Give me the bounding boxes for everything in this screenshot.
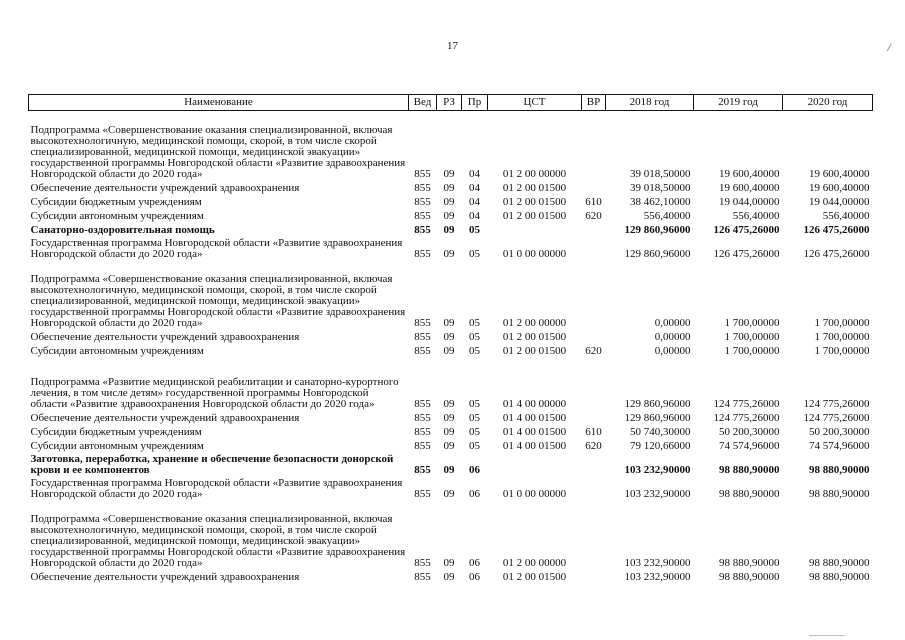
cell-2018: 129 860,96000	[624, 248, 691, 260]
cell-name: Подпрограмма «Совершенствование оказания специализированной, включая высокотехнологичную, медицинской помощи, скорой, в том числе скорой специализированной, медицинской помощи, медицинской эвакуации» государственной программы Новгородской области «Развитие здравоохранения Новгородской области до 2020 года»	[30, 513, 406, 569]
cell-vr: 620	[585, 345, 602, 357]
cell-ved: 855	[414, 196, 431, 208]
cell-2020: 19 600,40000	[809, 168, 870, 180]
cell-2020: 1 700,00000	[814, 331, 870, 343]
cell-pr: 05	[469, 426, 480, 438]
cell-name: Подпрограмма «Развитие медицинской реабилитации и санаторно-курортного лечения, в том числе детям» государственной программы Новгородской области «Развитие здравоохранения Новгородской области до 2020 года»	[30, 376, 399, 410]
cell-2019: 98 880,90000	[719, 557, 780, 569]
cell-cst: 01 0 00 00000	[502, 248, 567, 260]
cell-cst: 01 2 00 01500	[502, 210, 567, 222]
col-header-cst: ЦСТ	[488, 95, 582, 111]
scan-edge-mark	[809, 635, 845, 636]
cell-pr: 04	[469, 210, 480, 222]
cell-pr: 05	[469, 317, 480, 329]
cell-2018: 79 120,66000	[630, 440, 691, 452]
cell-2019: 74 574,96000	[719, 440, 780, 452]
cell-2020: 124 775,26000	[803, 412, 870, 424]
cell-2018: 39 018,50000	[630, 182, 691, 194]
cell-rz: 09	[443, 331, 455, 343]
cell-rz: 09	[443, 488, 455, 500]
cell-2018: 38 462,10000	[630, 196, 691, 208]
table-row	[29, 236, 873, 260]
cell-cst: 01 2 00 01500	[502, 331, 567, 343]
cell-name: Санаторно-оздоровительная помощь	[30, 224, 215, 236]
cell-cst: 01 2 00 00000	[502, 557, 567, 569]
cell-2019: 126 475,26000	[713, 248, 780, 260]
table-row	[29, 329, 873, 343]
cell-rz: 09	[443, 210, 455, 222]
cell-2018: 39 018,50000	[630, 168, 691, 180]
cell-2019: 556,40000	[732, 210, 780, 222]
cell-vr: 610	[585, 426, 602, 438]
table-row	[29, 260, 873, 329]
cell-name: Субсидии автономным учреждениям	[30, 440, 204, 452]
cell-ved: 855	[414, 331, 431, 343]
cell-2018: 103 232,90000	[624, 464, 691, 476]
cell-ved: 855	[414, 440, 431, 452]
cell-2020: 19 600,40000	[809, 182, 870, 194]
cell-ved: 855	[414, 426, 431, 438]
cell-2019: 98 880,90000	[719, 571, 780, 583]
cell-ved: 855	[414, 210, 431, 222]
cell-2020: 1 700,00000	[814, 345, 870, 357]
cell-rz: 09	[443, 168, 455, 180]
cell-vr	[582, 500, 606, 569]
cell-rz: 09	[443, 426, 455, 438]
cell-2020: 98 880,90000	[809, 464, 870, 476]
cell-cst: 01 4 00 00000	[502, 398, 567, 410]
cell-ved: 855	[414, 557, 431, 569]
cell-name: Обеспечение деятельности учреждений здравоохранения	[30, 412, 300, 424]
cell-cst: 01 2 00 00000	[502, 317, 567, 329]
table-row	[29, 194, 873, 208]
cell-pr: 04	[469, 168, 480, 180]
cell-2020: 126 475,26000	[803, 248, 870, 260]
cell-cst: 01 4 00 01500	[502, 440, 567, 452]
cell-cst: 01 0 00 00000	[502, 488, 567, 500]
cell-2020: 50 200,30000	[809, 426, 870, 438]
cell-vr	[582, 357, 606, 410]
cell-ved: 855	[414, 464, 431, 476]
cell-2019: 19 600,40000	[719, 168, 780, 180]
cell-2019: 1 700,00000	[724, 345, 780, 357]
cell-vr	[582, 569, 606, 583]
cell-name: Подпрограмма «Совершенствование оказания специализированной, включая высокотехнологичную, медицинской помощи, скорой, в том числе скорой специализированной, медицинской помощи, медицинской эвакуации» государственной программы Новгородской области «Развитие здравоохранения Новгородской области до 2020 года»	[30, 273, 406, 329]
cell-pr: 06	[469, 557, 480, 569]
table-row	[29, 476, 873, 500]
col-header-pr: Пр	[462, 95, 488, 111]
cell-2020: 98 880,90000	[809, 571, 870, 583]
table-row	[29, 222, 873, 236]
table-row	[29, 111, 873, 181]
cell-2019: 1 700,00000	[724, 317, 780, 329]
cell-name: Обеспечение деятельности учреждений здравоохранения	[30, 331, 300, 343]
col-header-2019: 2019 год	[694, 95, 783, 111]
cell-pr: 04	[469, 182, 480, 194]
cell-pr: 06	[469, 488, 480, 500]
cell-2018: 0,00000	[654, 331, 691, 343]
cell-pr: 06	[469, 464, 480, 476]
cell-pr: 05	[469, 331, 480, 343]
cell-2018: 556,40000	[643, 210, 691, 222]
cell-vr: 610	[585, 196, 602, 208]
cell-ved: 855	[414, 398, 431, 410]
cell-2019: 98 880,90000	[719, 488, 780, 500]
cell-2019: 50 200,30000	[719, 426, 780, 438]
cell-2020: 126 475,26000	[803, 224, 870, 236]
cell-2020: 98 880,90000	[809, 488, 870, 500]
cell-vr	[582, 476, 606, 500]
col-header-vr: ВР	[582, 95, 606, 111]
cell-pr: 05	[469, 345, 480, 357]
cell-2020: 19 044,00000	[809, 196, 870, 208]
cell-vr	[582, 410, 606, 424]
cell-2019: 19 044,00000	[719, 196, 780, 208]
cell-pr: 04	[469, 196, 480, 208]
cell-ved: 855	[414, 224, 431, 236]
cell-pr: 05	[469, 224, 480, 236]
cell-name: Государственная программа Новгородской области «Развитие здравоохранения Новгородской области до 2020 года»	[30, 477, 403, 500]
cell-vr: 620	[585, 210, 602, 222]
cell-vr	[582, 329, 606, 343]
cell-2019: 1 700,00000	[724, 331, 780, 343]
table-row	[29, 569, 873, 583]
cell-rz: 09	[443, 440, 455, 452]
cell-cst: 01 4 00 01500	[502, 426, 567, 438]
cell-cst: 01 2 00 01500	[502, 571, 567, 583]
cell-2019: 19 600,40000	[719, 182, 780, 194]
cell-2020: 1 700,00000	[814, 317, 870, 329]
table-row	[29, 410, 873, 424]
cell-2018: 103 232,90000	[624, 557, 691, 569]
cell-vr: 620	[585, 440, 602, 452]
cell-2018: 129 860,96000	[624, 224, 691, 236]
cell-2018: 50 740,30000	[630, 426, 691, 438]
cell-ved: 855	[414, 488, 431, 500]
cell-ved: 855	[414, 168, 431, 180]
cell-2019: 98 880,90000	[719, 464, 780, 476]
cell-cst	[488, 222, 582, 236]
cell-cst	[488, 452, 582, 476]
cell-ved: 855	[414, 248, 431, 260]
cell-2019: 124 775,26000	[713, 412, 780, 424]
cell-2018: 0,00000	[654, 317, 691, 329]
cell-rz: 09	[443, 182, 455, 194]
cell-cst: 01 4 00 01500	[502, 412, 567, 424]
table-row	[29, 357, 873, 410]
cell-2020: 556,40000	[822, 210, 870, 222]
cell-cst: 01 2 00 00000	[502, 168, 567, 180]
cell-2018: 103 232,90000	[624, 571, 691, 583]
col-header-2020: 2020 год	[783, 95, 873, 111]
table-header-row	[29, 95, 873, 111]
cell-pr: 06	[469, 571, 480, 583]
cell-name: Субсидии бюджетным учреждениям	[30, 426, 202, 438]
cell-name: Обеспечение деятельности учреждений здравоохранения	[30, 182, 300, 194]
col-header-rz: РЗ	[437, 95, 462, 111]
table-row	[29, 180, 873, 194]
cell-rz: 09	[443, 398, 455, 410]
cell-2018: 0,00000	[654, 345, 691, 357]
cell-2019: 126 475,26000	[713, 224, 780, 236]
cell-ved: 855	[414, 571, 431, 583]
cell-rz: 09	[443, 248, 455, 260]
cell-cst: 01 2 00 01500	[502, 182, 567, 194]
cell-ved: 855	[414, 182, 431, 194]
cell-2020: 98 880,90000	[809, 557, 870, 569]
cell-2018: 129 860,96000	[624, 412, 691, 424]
cell-pr: 05	[469, 412, 480, 424]
cell-vr	[582, 222, 606, 236]
cell-2019: 124 775,26000	[713, 398, 780, 410]
cell-rz: 09	[443, 196, 455, 208]
cell-name: Субсидии бюджетным учреждениям	[30, 196, 202, 208]
cell-name: Субсидии автономным учреждениям	[30, 210, 204, 222]
cell-vr	[582, 260, 606, 329]
cell-rz: 09	[443, 317, 455, 329]
cell-rz: 09	[443, 464, 455, 476]
cell-vr	[582, 180, 606, 194]
cell-2018: 103 232,90000	[624, 488, 691, 500]
table-row	[29, 500, 873, 569]
cell-rz: 09	[443, 345, 455, 357]
cell-rz: 09	[443, 412, 455, 424]
cell-2020: 124 775,26000	[803, 398, 870, 410]
cell-pr: 05	[469, 440, 480, 452]
cell-vr	[582, 452, 606, 476]
cell-cst: 01 2 00 01500	[502, 345, 567, 357]
cell-vr	[582, 111, 606, 181]
table-row	[29, 208, 873, 222]
cell-name: Заготовка, переработка, хранение и обеспечение безопасности донорской крови и ее компонентов	[30, 453, 394, 476]
cell-pr: 05	[469, 248, 480, 260]
table-row	[29, 424, 873, 438]
cell-name: Обеспечение деятельности учреждений здравоохранения	[30, 571, 300, 583]
cell-rz: 09	[443, 224, 455, 236]
cell-pr: 05	[469, 398, 480, 410]
cell-rz: 09	[443, 571, 455, 583]
cell-ved: 855	[414, 317, 431, 329]
cell-name: Подпрограмма «Совершенствование оказания специализированной, включая высокотехнологичную, медицинской помощи, скорой, в том числе скорой специализированной, медицинской помощи, медицинской эвакуации» государственной программы Новгородской области «Развитие здравоохранения Новгородской области до 2020 года»	[30, 124, 406, 180]
cell-ved: 855	[414, 345, 431, 357]
cell-cst: 01 2 00 01500	[502, 196, 567, 208]
col-header-2018: 2018 год	[606, 95, 694, 111]
budget-table	[28, 94, 873, 583]
cell-2020: 74 574,96000	[809, 440, 870, 452]
cell-name: Субсидии автономным учреждениям	[30, 345, 204, 357]
col-header-name: Наименование	[29, 95, 409, 111]
cell-name: Государственная программа Новгородской области «Развитие здравоохранения Новгородской области до 2020 года»	[30, 237, 403, 260]
table-row	[29, 343, 873, 357]
page-number: 17	[447, 40, 458, 52]
cell-2018: 129 860,96000	[624, 398, 691, 410]
col-header-ved: Вед	[409, 95, 437, 111]
table-row	[29, 452, 873, 476]
table-row	[29, 438, 873, 452]
cell-ved: 855	[414, 412, 431, 424]
table-body	[29, 111, 873, 584]
cell-rz: 09	[443, 557, 455, 569]
cell-vr	[582, 236, 606, 260]
